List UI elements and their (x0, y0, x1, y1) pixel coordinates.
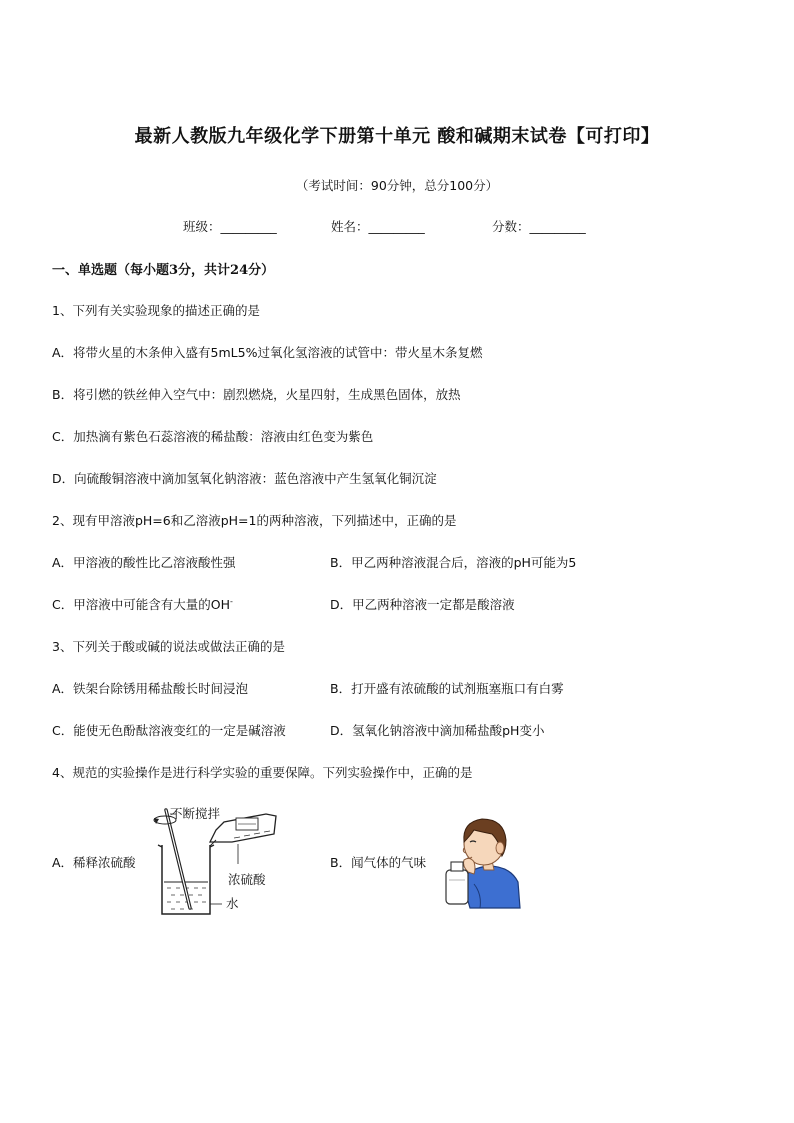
question-1-stem: 1、下列有关实验现象的描述正确的是 (52, 303, 260, 318)
name-field: 姓名：_________ (331, 219, 425, 234)
question-1-option-b: B．将引燃的铁丝伸入空气中：剧烈燃烧，火星四射，生成黑色固体，放热 (52, 387, 461, 402)
question-1-option-c: C．加热滴有紫色石蕊溶液的稀盐酸：溶液由红色变为紫色 (52, 429, 374, 444)
question-2-option-c (52, 595, 233, 613)
water-label: 水 (226, 896, 239, 911)
smelling-figure (440, 810, 522, 910)
question-2-option-c-text: C．甲溶液中可能含有大量的OH (52, 597, 230, 612)
question-2-option-d: D．甲乙两种溶液一定都是酸溶液 (330, 597, 515, 612)
score-field: 分数：_________ (492, 219, 586, 234)
exam-info: （考试时间：90分钟，总分100分） (295, 178, 499, 193)
bottle-neck (451, 862, 463, 871)
stir-label: 不断搅拌 (170, 806, 221, 821)
page-title: 最新人教版九年级化学下册第十单元 酸和碱期末试卷【可打印】 (134, 126, 660, 147)
gas-bottle (446, 870, 468, 904)
dilution-figure (140, 800, 290, 920)
question-4-option-a: A．稀释浓硫酸 (52, 855, 136, 870)
class-field: 班级：_________ (183, 219, 277, 234)
question-3-stem: 3、下列关于酸或碱的说法或做法正确的是 (52, 639, 285, 654)
hydroxide-charge: - (229, 596, 233, 606)
question-4-stem: 4、规范的实验操作是进行科学实验的重要保障。下列实验操作中，正确的是 (52, 765, 473, 780)
beaker-outline (162, 845, 210, 914)
glass-rod-highlight (166, 810, 190, 908)
question-3-option-b: B．打开盛有浓硫酸的试剂瓶塞瓶口有白雾 (330, 681, 564, 696)
section-heading: 一、单选题（每小题3分，共计24分） (52, 263, 275, 278)
question-3-option-c: C．能使无色酚酞溶液变红的一定是碱溶液 (52, 723, 286, 738)
question-2-stem: 2、现有甲溶液pH=6和乙溶液pH=1的两种溶液，下列描述中，正确的是 (52, 513, 457, 528)
question-2-option-b: B．甲乙两种溶液混合后，溶液的pH可能为5 (330, 555, 577, 570)
question-1-option-d: D．向硫酸铜溶液中滴加氢氧化钠溶液：蓝色溶液中产生氢氧化铜沉淀 (52, 471, 437, 486)
question-1-option-a: A．将带火星的木条伸入盛有5mL5%过氧化氢溶液的试管中：带火星木条复燃 (52, 345, 483, 360)
question-2-option-a: A．甲溶液的酸性比乙溶液酸性强 (52, 555, 236, 570)
question-3-option-a: A．铁架台除锈用稀盐酸长时间浸泡 (52, 681, 249, 696)
question-3-option-d: D．氢氧化钠溶液中滴加稀盐酸pH变小 (330, 723, 545, 738)
question-4-option-b: B．闻气体的气味 (330, 855, 427, 870)
acid-label: 浓硫酸 (228, 872, 266, 887)
boy-ear (496, 842, 504, 854)
beaker-lip (158, 845, 214, 847)
